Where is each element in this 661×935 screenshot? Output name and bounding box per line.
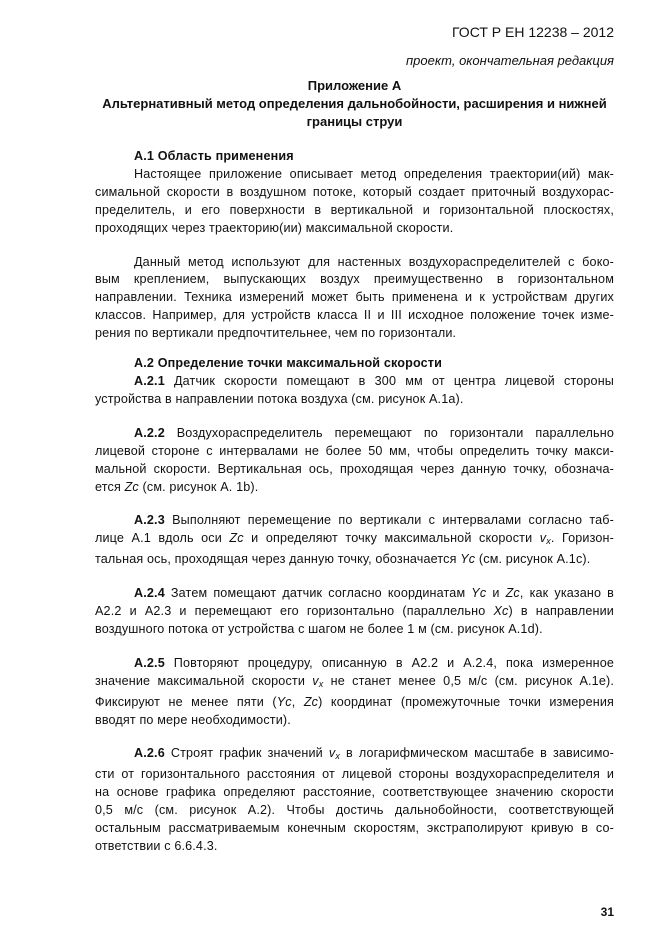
text-line xyxy=(95,479,614,497)
text-run: Затем помещают датчик согласно координатам xyxy=(164,586,472,601)
appendix-heading-line-2: границы струи xyxy=(306,114,403,129)
symbol: x xyxy=(335,751,340,762)
text-line xyxy=(95,307,614,325)
text-run: симальной скорости в воздушном потоке, который создает приточный воздухорас- xyxy=(95,184,614,199)
section-number: А.2.4 xyxy=(134,586,165,601)
section-number: А.2.1 xyxy=(134,373,165,388)
text-run: А2.2 и А2.3 и перемещают его горизонтально (параллельно xyxy=(95,604,494,619)
text-run: воздушного потока от устройства с шагом не более 1 м (см. рисунок А.1d). xyxy=(95,621,543,636)
paragraph xyxy=(95,745,614,855)
text-line xyxy=(95,443,614,461)
page-number: 31 xyxy=(600,905,614,919)
text-run: 0,5 м/с (см. рисунок А.2). Чтобы достичь дальнобойности, соответствующей xyxy=(95,803,614,818)
text-run: вводят по мере необходимости). xyxy=(95,712,291,727)
symbol: x xyxy=(546,536,551,547)
text-line xyxy=(95,838,614,856)
text-run: лицевой стороне с интервалами не более 50 мм, чтобы определить точку макси- xyxy=(95,443,614,458)
text-line xyxy=(95,621,614,639)
text-run: Данный метод используют для настенных воздухораспределителей с боко- xyxy=(134,254,614,269)
text-run: Строят график значений xyxy=(164,746,329,761)
text-run: . Горизон- xyxy=(550,531,614,546)
text-line xyxy=(95,784,614,802)
text-line xyxy=(95,166,614,184)
text-run: Датчик скорости помещают в 300 мм от центра лицевой стороны xyxy=(164,373,614,388)
text-run: сти от горизонтального расстояния от лицевой стороны воздухораспределителя и xyxy=(95,767,614,782)
section-number: А.2.5 xyxy=(134,655,165,670)
document-body xyxy=(95,148,614,856)
text-run: лице А.1 вдоль оси xyxy=(95,531,230,546)
text-line xyxy=(95,202,614,220)
text-line xyxy=(95,325,614,343)
paragraph xyxy=(95,148,614,238)
text-run: направлении. Техника измерений может быть применена и к устройствам других xyxy=(95,290,614,305)
text-run: ) координат (промежуточные точки измерения xyxy=(318,694,614,709)
text-line xyxy=(95,184,614,202)
text-line xyxy=(95,603,614,621)
text-line xyxy=(95,391,614,409)
text-line xyxy=(95,530,614,551)
text-line xyxy=(95,271,614,289)
paragraph xyxy=(95,355,614,409)
text-line xyxy=(95,355,614,373)
text-run: вым креплением, выпускающих воздух преимущественно в горизонтальном xyxy=(95,272,614,287)
appendix-heading-line-1: Альтернативный метод определения дальнобойности, расширения и нижней xyxy=(102,96,607,111)
text-line xyxy=(95,585,614,603)
text-run: проходящих через траекторию(ии) максимальной скорости. xyxy=(95,220,454,235)
text-run: тальная ось, проходящая через данную точку, обозначается xyxy=(95,552,461,567)
text-run: и xyxy=(486,586,506,601)
symbol: v xyxy=(328,746,336,761)
symbol: Zc xyxy=(505,586,520,601)
text-line xyxy=(95,694,614,712)
paragraph xyxy=(95,655,614,730)
text-line xyxy=(95,512,614,530)
section-number: А.2.3 xyxy=(134,513,165,528)
standard-number: ГОСТ Р ЕН 12238 – 2012 xyxy=(452,24,614,40)
text-run: не станет менее 0,5 м/с (см. рисунок А.1е). xyxy=(323,673,614,688)
paragraph xyxy=(95,512,614,569)
text-line xyxy=(95,802,614,820)
text-run: пределитель, и его поверхности в вертикальной и горизонтальной плоскостях, xyxy=(95,202,614,217)
symbol: Zc xyxy=(303,694,319,709)
appendix-title xyxy=(95,77,614,131)
section-number: А.2 Определение точки максимальной скорости xyxy=(134,356,443,371)
text-run: Выполняют перемещение по вертикали с интервалами согласно таб- xyxy=(164,513,614,528)
symbol: v xyxy=(539,531,547,546)
paragraph xyxy=(95,585,614,639)
text-run: Повторяют процедуру, описанную в А2.2 и А.2.4, пока измеренное xyxy=(164,655,614,670)
symbol: Xc xyxy=(493,604,509,619)
text-line xyxy=(95,655,614,673)
text-run: , как указано в xyxy=(519,586,614,601)
text-run: Настоящее приложение описывает метод определения траектории(ий) мак- xyxy=(134,166,614,181)
text-run: ) в направлении xyxy=(508,604,614,619)
text-line xyxy=(95,220,614,238)
section-number: А.2.6 xyxy=(134,746,165,761)
text-line xyxy=(95,461,614,479)
text-line xyxy=(95,745,614,766)
text-run: (см. рисунок А. 1b). xyxy=(138,479,259,494)
symbol: x xyxy=(318,678,324,689)
paragraph xyxy=(95,254,614,344)
text-line xyxy=(95,289,614,307)
text-run: (см. рисунок А.1с). xyxy=(475,552,591,567)
text-line xyxy=(95,712,614,730)
text-line xyxy=(95,373,614,391)
text-run: в логарифмическом масштабе в зависимо- xyxy=(339,746,614,761)
text-run: остальным рассматриваемым конечным скоростям, экстраполируют кривую в со- xyxy=(95,821,614,836)
text-line xyxy=(95,425,614,443)
section-number: А.1 Область применения xyxy=(134,149,294,163)
symbol: Zc xyxy=(229,531,244,546)
text-run: устройства в направлении потока воздуха (см. рисунок А.1а). xyxy=(95,391,464,406)
symbol: Yc xyxy=(276,694,292,709)
text-run: на основе графика определяют расстояние, соответствующее значению скорости xyxy=(95,785,614,800)
text-line xyxy=(95,820,614,838)
symbol: Yc xyxy=(471,586,487,601)
symbol: Zc xyxy=(124,479,139,494)
text-line xyxy=(95,673,614,694)
text-run: значение максимальной скорости xyxy=(95,673,313,688)
text-run: рения по вертикали предпочтительнее, чем по горизонтали. xyxy=(95,326,457,341)
section-number: А.2.2 xyxy=(134,425,165,440)
text-run: классов. Например, для устройств класса II и III исходное положение точек изме- xyxy=(95,308,614,323)
appendix-label: Приложение А xyxy=(307,78,402,93)
text-run: ответствии с 6.6.4.3. xyxy=(95,839,218,853)
text-run: мальной скорости. Вертикальная ось, проходящая через данную точку, обознача- xyxy=(95,461,614,476)
text-run: и определяют точку максимальной скорости xyxy=(243,531,540,546)
text-line xyxy=(95,148,614,166)
symbol: v xyxy=(312,673,319,688)
text-run: Воздухораспределитель перемещают по горизонтали параллельно xyxy=(164,425,614,440)
text-line xyxy=(95,551,614,569)
paragraph xyxy=(95,425,614,497)
text-run: , xyxy=(291,694,304,709)
text-line xyxy=(95,766,614,784)
symbol: Yc xyxy=(460,552,476,567)
text-run: ется xyxy=(95,479,125,494)
text-run: Фиксируют не менее пяти ( xyxy=(95,694,277,709)
document-status: проект, окончательная редакция xyxy=(406,53,614,68)
text-line xyxy=(95,254,614,272)
